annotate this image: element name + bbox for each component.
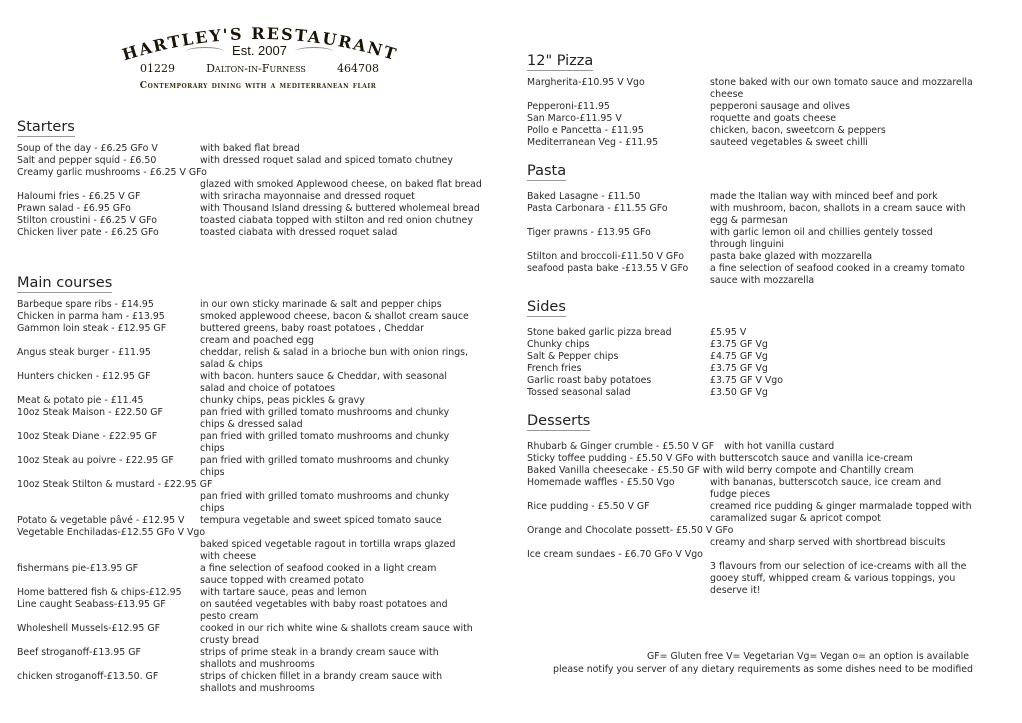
- starters-section: [17, 116, 482, 239]
- menu-item-desc: creamy and sharp served with shortbread biscuits: [710, 537, 946, 548]
- dietary-notice: please notify you server of any dietary requirements as some dishes need to be modified: [553, 664, 973, 675]
- restaurant-name-arc: [112, 18, 407, 66]
- side-item: Tossed seasonal salad £3.50 GF Vg: [527, 387, 768, 398]
- pasta-section: [527, 160, 985, 287]
- menu-item: Creamy garlic mushrooms - £6.25 V GFo: [17, 167, 207, 178]
- menu-item: Salt and pepper squid - £6.50 with dressed roquet salad and spiced tomato chutney: [17, 155, 453, 166]
- town: Dalton-in-Furness: [206, 62, 306, 75]
- section-title-pasta: Pasta: [527, 163, 567, 179]
- menu-item: Stilton croustini - £6.25 V GFo toasted ciabata topped with stilton and red onion chutney: [17, 215, 473, 226]
- section-title-pizza: 12" Pizza: [527, 53, 594, 69]
- menu-item-desc: baked spiced vegetable ragout in tortilla wraps glazed with cheese: [200, 539, 456, 562]
- established-line: [112, 43, 407, 58]
- menu-item: Margherita-£10.95 V Vgo stone baked with our own tomato sauce and mozzarella cheese: [527, 77, 973, 100]
- desserts-section: [527, 410, 985, 597]
- menu-item: Beef stroganoff-£13.95 GF strips of prime steak in a brandy cream sauce with shallots and mushrooms: [17, 647, 439, 670]
- menu-item: Rhubarb & Ginger crumble - £5.50 V GF with hot vanilla custard: [527, 441, 835, 452]
- flourish-right-icon: [295, 47, 333, 56]
- menu-item: Pasta Carbonara - £11.55 GFo with mushroom, bacon, shallots in a cream sauce with egg & parmesan: [527, 203, 966, 226]
- menu-item: Soup of the day - £6.25 GFo V with baked flat bread: [17, 143, 300, 154]
- menu-item: Potato & vegetable pâvé - £12.95 V tempura vegetable and sweet spiced tomato sauce: [17, 515, 442, 526]
- section-title-mains: Main courses: [17, 275, 113, 291]
- mains-section: [17, 272, 490, 695]
- phone-number: 464708: [337, 62, 379, 75]
- tagline: Contemporary dining with a mediterranean flair: [139, 80, 377, 91]
- side-item: French fries £3.75 GF Vg: [527, 363, 768, 374]
- menu-item: Sticky toffee pudding - £5.50 V GFo with butterscotch sauce and vanilla ice-cream: [527, 453, 913, 464]
- menu-item: Angus steak burger - £11.95 cheddar, relish & salad in a brioche bun with onion rings, salad & chips: [17, 347, 469, 370]
- side-item: Stone baked garlic pizza bread £5.95 V: [527, 327, 747, 338]
- menu-item: Ice cream sundaes - £6.70 GFo V Vgo: [527, 549, 703, 560]
- menu-item: Hunters chicken - £12.95 GF with bacon. hunters sauce & Cheddar, with seasonal salad and choice of potatoes: [17, 371, 448, 394]
- side-item: Garlic roast baby potatoes £3.75 GF V Vgo: [527, 375, 783, 386]
- menu-item: Homemade waffles - £5.50 Vgo with bananas, butterscotch sauce, ice cream and fudge pieces: [527, 477, 942, 500]
- menu-item: Pollo e Pancetta - £11.95 chicken, bacon, sweetcorn & peppers: [527, 125, 886, 136]
- menu-item: Haloumi fries - £6.25 V GF with sriracha mayonnaise and dressed roquet: [17, 191, 415, 202]
- side-item: Chunky chips £3.75 GF Vg: [527, 339, 768, 350]
- flourish-left-icon: [186, 47, 224, 56]
- menu-item: Line caught Seabass-£13.95 GF on sautéed vegetables with baby roast potatoes and pesto cream: [17, 599, 448, 622]
- section-title-sides: Sides: [527, 299, 566, 315]
- menu-item: Prawn salad - £6.95 GFo with Thousand Island dressing & buttered wholemeal bread: [17, 203, 480, 214]
- menu-item: Rice pudding - £5.50 V GF creamed rice pudding & ginger marmalade topped with caramalized sugar & apricot compot: [527, 501, 972, 524]
- menu-item-desc: 3 flavours from our selection of ice-creams with all the gooey stuff, whipped cream & various toppings, you deserve it!: [710, 561, 967, 596]
- menu-item: Orange and Chocolate possett- £5.50 V GFo: [527, 525, 734, 536]
- menu-item: Stilton and broccoli-£11.50 V GFo pasta bake glazed with mozzarella: [527, 251, 873, 262]
- section-title-starters: Starters: [17, 119, 75, 135]
- menu-item: Mediterranean Veg - £11.95 sauteed vegetables & sweet chilli: [527, 137, 868, 148]
- menu-item: seafood pasta bake -£13.55 V GFo a fine selection of seafood cooked in a creamy tomato sauce with mozzarella: [527, 263, 965, 286]
- restaurant-logo: [112, 18, 407, 98]
- menu-item: 10oz Steak Stilton & mustard - £22.95 GF: [17, 479, 213, 490]
- menu-item: fishermans pie-£13.95 GF a fine selection of seafood cooked in a light cream sauce topped with creamed potato: [17, 563, 437, 586]
- contact-row: [112, 62, 407, 75]
- menu-item-desc: glazed with smoked Applewood cheese, on baked flat bread: [200, 179, 482, 190]
- menu-item-desc: pan fried with grilled tomato mushrooms and chunky chips: [200, 491, 450, 514]
- menu-item: Vegetable Enchiladas-£12.55 GFo V Vgo: [17, 527, 206, 538]
- menu-item: Pepperoni-£11.95 pepperoni sausage and olives: [527, 101, 850, 112]
- dietary-legend: GF= Gluten free V= Vegetarian Vg= Vegan o= an option is available: [646, 651, 970, 662]
- menu-item: Wholeshell Mussels-£12.95 GF cooked in our rich white wine & shallots cream sauce with crusty bread: [17, 623, 473, 646]
- phone-code: 01229: [140, 62, 175, 75]
- menu-item: Chicken liver pate - £6.25 GFo toasted ciabata with dressed roquet salad: [17, 227, 398, 238]
- side-item: Salt & Pepper chips £4.75 GF Vg: [527, 351, 768, 362]
- sides-section: [527, 296, 783, 399]
- menu-item: Tiger prawns - £13.95 GFo with garlic lemon oil and chillies gentely tossed through linguini: [527, 227, 933, 250]
- section-title-desserts: Desserts: [527, 413, 591, 429]
- established: Est. 2007: [232, 43, 287, 58]
- menu-item: Meat & potato pie - £11.45 chunky chips, peas pickles & gravy: [17, 395, 365, 406]
- menu-item: 10oz Steak Maison - £22.50 GF pan fried with grilled tomato mushrooms and chunky chips & dressed salad: [17, 407, 450, 430]
- menu-item: San Marco-£11.95 V roquette and goats cheese: [527, 113, 837, 124]
- menu-item: Chicken in parma ham - £13.95 smoked applewood cheese, bacon & shallot cream sauce: [17, 311, 469, 322]
- restaurant-name: HARTLEY'S RESTAURANT: [119, 23, 401, 65]
- menu-item: Baked Lasagne - £11.50 made the Italian way with minced beef and pork: [527, 191, 938, 202]
- menu-item: 10oz Steak Diane - £22.95 GF pan fried with grilled tomato mushrooms and chunky chips: [17, 431, 450, 454]
- menu-item: Baked Vanilla cheesecake - £5.50 GF with wild berry compote and Chantilly cream: [527, 465, 914, 476]
- menu-item: chicken stroganoff-£13.50. GF strips of chicken fillet in a brandy cream sauce with shallots and mushrooms: [17, 671, 443, 694]
- pizza-section: [527, 50, 990, 149]
- menu-item: Home battered fish & chips-£12.95 with tartare sauce, peas and lemon: [17, 587, 367, 598]
- dietary-footer: [530, 650, 996, 676]
- menu-item: Gammon loin steak - £12.95 GF buttered greens, baby roast potatoes , Cheddar cream and poached egg: [17, 323, 424, 346]
- menu-item: Barbeque spare ribs - £14.95 in our own sticky marinade & salt and pepper chips: [17, 299, 442, 310]
- menu-item: 10oz Steak au poivre - £22.95 GF pan fried with grilled tomato mushrooms and chunky chips: [17, 455, 450, 478]
